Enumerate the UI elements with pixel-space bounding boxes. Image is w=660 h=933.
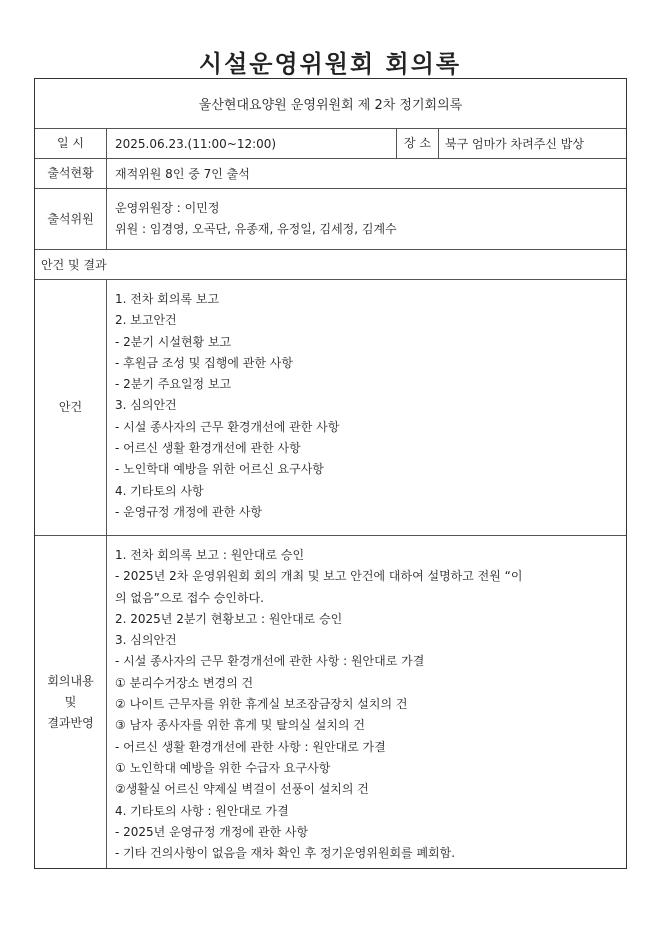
result-line: ②생활실 어르신 약제실 벽걸이 선풍이 설치의 건 (115, 782, 369, 797)
members-chair: 운영위원장 : 이민정 (115, 201, 220, 215)
agenda-line: 3. 심의안건 (115, 398, 177, 413)
agenda-label: 안건 (35, 280, 107, 535)
result-line: ② 나이트 근무자를 위한 휴게실 보조잠금장치 설치의 건 (115, 697, 408, 712)
result-line: ③ 남자 종사자를 위한 휴게 및 탈의실 설치의 건 (115, 718, 365, 733)
attendance-label: 출석현황 (35, 159, 107, 188)
agenda-line: - 시설 종사자의 근무 환경개선에 관한 사항 (115, 419, 340, 434)
attendance-value: 재적위원 8인 중 7인 출석 (115, 167, 250, 181)
minutes-table (34, 78, 627, 869)
section-title: 안건 및 결과 (35, 250, 626, 280)
result-line: - 2025년 2차 운영위원회 회의 개최 및 보고 안건에 대하여 설명하고 전원 “이 (115, 569, 523, 584)
results-label-line: 및 (64, 694, 77, 709)
agenda-list (107, 280, 626, 535)
agenda-line: - 2분기 시설현황 보고 (115, 334, 232, 349)
result-line: 2. 2025년 2분기 현황보고 : 원안대로 승인 (115, 611, 343, 626)
place-value: 북구 엄마가 차려주신 밥상 (445, 137, 584, 151)
date-label: 일 시 (35, 129, 107, 158)
agenda-line: 4. 기타토의 사항 (115, 483, 204, 498)
agenda-line: - 후원금 조성 및 집행에 관한 사항 (115, 355, 293, 370)
result-line: 3. 심의안건 (115, 633, 177, 648)
results-label-line: 결과반영 (47, 715, 94, 730)
result-line: ① 분리수거장소 변경의 건 (115, 675, 254, 690)
minutes-header: 울산현대요양원 운영위원회 제 2차 정기회의록 (35, 79, 626, 129)
agenda-line: - 노인학대 예방을 위한 어르신 요구사항 (115, 462, 324, 477)
document-title: 시설운영위원회 회의록 (198, 50, 462, 78)
results-label-line: 회의내용 (47, 673, 94, 688)
result-line: - 기타 건의사항이 없음을 재차 확인 후 정기운영위원회를 폐회함. (115, 846, 456, 861)
agenda-line: 2. 보고안건 (115, 313, 177, 328)
result-line: - 2025년 운영규정 개정에 관한 사항 (115, 824, 309, 839)
result-line: 1. 전차 회의록 보고 : 원안대로 승인 (115, 548, 305, 562)
date-row (35, 129, 626, 159)
result-line: - 시설 종사자의 근무 환경개선에 관한 사항 : 원안대로 가결 (115, 654, 425, 669)
members-list: 위원 : 임경영, 오곡단, 유종재, 유정일, 김세정, 김계수 (115, 222, 397, 237)
results-list (107, 536, 626, 868)
agenda-line: - 운영규정 개정에 관한 사항 (115, 504, 263, 519)
agenda-line: 1. 전차 회의록 보고 (115, 292, 220, 306)
results-row (35, 536, 626, 868)
place-label: 장 소 (397, 129, 439, 158)
members-label: 출석위원 (35, 189, 107, 249)
agenda-line: - 어르신 생활 환경개선에 관한 사항 (115, 441, 301, 456)
result-line: 4. 기타토의 사항 : 원안대로 가결 (115, 803, 289, 818)
date-value: 2025.06.23.(11:00~12:00) (107, 129, 397, 158)
result-line: - 어르신 생활 환경개선에 관한 사항 : 원안대로 가결 (115, 739, 386, 754)
agenda-line: - 2분기 주요일정 보고 (115, 377, 232, 392)
results-label (35, 536, 107, 868)
attendance-row (35, 159, 626, 189)
members-row (35, 189, 626, 250)
result-line: ① 노인학대 예방을 위한 수급자 요구사항 (115, 760, 331, 775)
result-line: 의 없음”으로 접수 승인하다. (115, 590, 264, 605)
agenda-row (35, 280, 626, 536)
